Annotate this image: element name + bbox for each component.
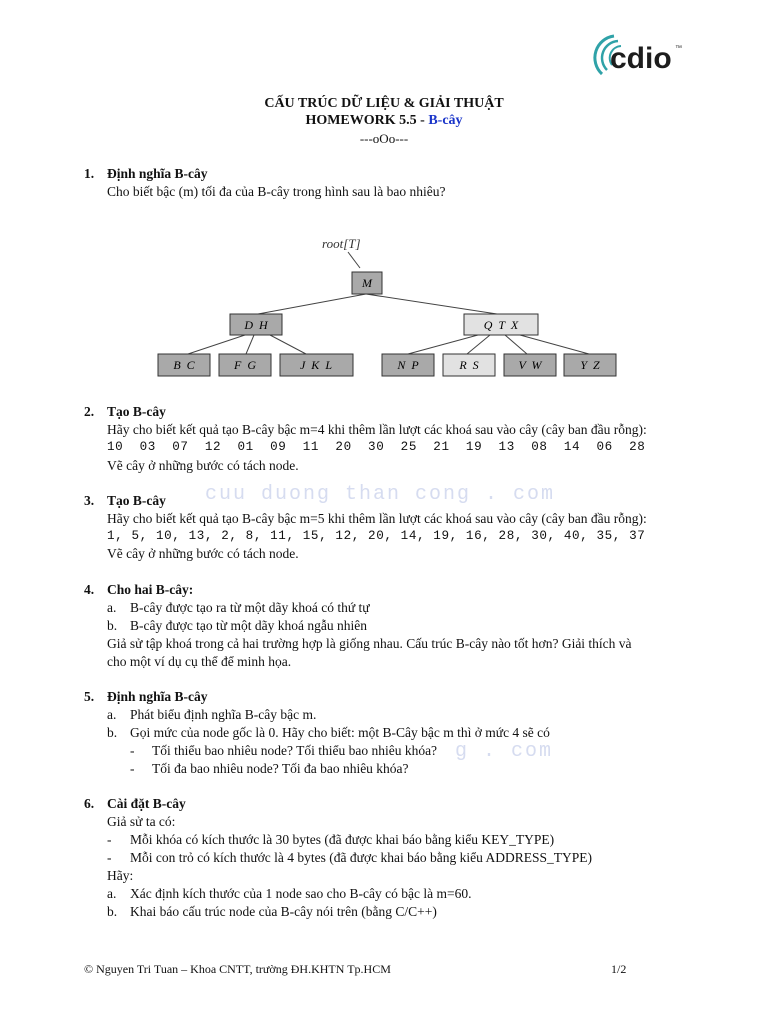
item-text: Khai báo cấu trúc node của B-cây nói trên (bằng C/C++) (130, 904, 437, 919)
bullet-text: Mỗi khóa có kích thước là 30 bytes (đã được khai báo bằng kiểu KEY_TYPE) (130, 832, 555, 847)
section-3-key-sequence: 1, 5, 10, 13, 2, 8, 11, 15, 12, 20, 14, 19, 16, 28, 30, 40, 35, 37 (107, 529, 646, 543)
section-2-title: Tạo B-cây (107, 404, 166, 419)
section-6-number: 6. (84, 796, 95, 811)
leaf-keys: N P (397, 358, 419, 372)
bullet-text: Tối đa bao nhiêu node? Tối đa bao nhiêu khóa? (152, 761, 409, 776)
section-5-title: Định nghĩa B-cây (107, 689, 208, 704)
bullet-dash: - (130, 761, 135, 776)
homework-number: HOMEWORK 5.5 - (305, 113, 429, 128)
title-separator: ---oOo--- (359, 131, 409, 146)
watermark: cuu duong than cong . com (205, 483, 556, 506)
item-label: a. (107, 600, 117, 615)
homework-topic: B-cây (428, 113, 463, 128)
item-text: Gọi mức của node gốc là 0. Hãy cho biết: một B-Cây bậc m thì ở mức 4 sẽ có (130, 725, 550, 740)
bullet-text: Mỗi con trỏ có kích thước là 4 bytes (đã được khai báo bằng kiểu ADDRESS_TYPE) (130, 850, 592, 865)
section-1-number: 1. (84, 166, 95, 181)
section-3-number: 3. (84, 493, 95, 508)
section-1-text: Cho biết bậc (m) tối đa của B-cây trong hình sau là bao nhiêu? (107, 184, 446, 199)
section-3-text: Hãy cho biết kết quả tạo B-cây bậc m=5 khi thêm lần lượt các khoá sau vào cây (cây ban đầu rỗng): (107, 511, 647, 526)
item-label: b. (107, 725, 118, 740)
leaf-keys: Y Z (580, 358, 600, 372)
page-title: CẤU TRÚC DỮ LIỆU & GIẢI THUẬT (264, 96, 504, 111)
section-2-note: Vẽ cây ở những bước có tách node. (107, 458, 299, 473)
section-5-number: 5. (84, 689, 95, 704)
cdio-logo (592, 28, 688, 88)
bullet-dash: - (130, 743, 135, 758)
section-2-key-sequence: 10 03 07 12 01 09 11 20 30 25 21 19 13 08 14 06 28 (107, 440, 646, 454)
section-6-mid: Hãy: (107, 868, 134, 883)
item-text: Xác định kích thước của 1 node sao cho B-cây có bậc là m=60. (130, 886, 472, 901)
leaf-keys: V W (518, 358, 542, 372)
root-pointer-arrow (348, 252, 360, 268)
item-label: b. (107, 618, 118, 633)
section-4-number: 4. (84, 582, 95, 597)
section-4-text: Giả sử tập khoá trong cả hai trường hợp là giống nhau. Cấu trúc B-cây nào tốt hơn? Giải thích và (107, 636, 632, 651)
section-6-intro: Giả sử ta có: (107, 814, 176, 829)
section-1-title: Định nghĩa B-cây (107, 166, 208, 181)
footer-copyright: © Nguyen Tri Tuan – Khoa CNTT, trường ĐH.KHTN Tp.HCM (84, 962, 391, 976)
root-key: M (362, 276, 372, 290)
section-4-title: Cho hai B-cây: (107, 582, 194, 597)
node-keys: D H (244, 318, 268, 332)
leaf-keys: J K L (299, 358, 333, 372)
section-2-text: Hãy cho biết kết quả tạo B-cây bậc m=4 khi thêm lần lượt các khoá sau vào cây (cây ban đầu rỗng): (107, 422, 647, 437)
page-number: 1/2 (611, 962, 627, 976)
root-label: root[T] (322, 236, 361, 251)
item-text: B-cây được tạo từ một dãy khoá ngẫu nhiên (130, 618, 367, 633)
leaf-keys: B C (173, 358, 195, 372)
section-2-number: 2. (84, 404, 95, 419)
node-keys: Q T X (483, 318, 519, 332)
section-3-note: Vẽ cây ở những bước có tách node. (107, 546, 299, 561)
item-label: a. (107, 886, 117, 901)
bullet-dash: - (107, 832, 112, 847)
leaf-keys: R S (459, 358, 479, 372)
bullet-text: Tối thiểu bao nhiêu node? Tối thiểu bao nhiêu khóa? (152, 743, 438, 758)
section-4-text: cho một ví dụ cụ thể để minh họa. (107, 654, 292, 669)
item-text: Phát biểu định nghĩa B-cây bậc m. (130, 707, 317, 722)
section-6-title: Cài đặt B-cây (107, 796, 186, 811)
bullet-dash: - (107, 850, 112, 865)
logo-text: cdio (610, 42, 672, 75)
watermark: g . com (455, 740, 554, 763)
leaf-keys: F G (234, 358, 256, 372)
item-label: b. (107, 904, 118, 919)
homework-title (0, 113, 768, 129)
btree-figure (150, 228, 630, 388)
item-label: a. (107, 707, 117, 722)
item-text: B-cây được tạo ra từ một dãy khoá có thứ tự (130, 600, 370, 615)
section-3-title: Tạo B-cây (107, 493, 166, 508)
logo-trademark: ™ (675, 45, 682, 52)
